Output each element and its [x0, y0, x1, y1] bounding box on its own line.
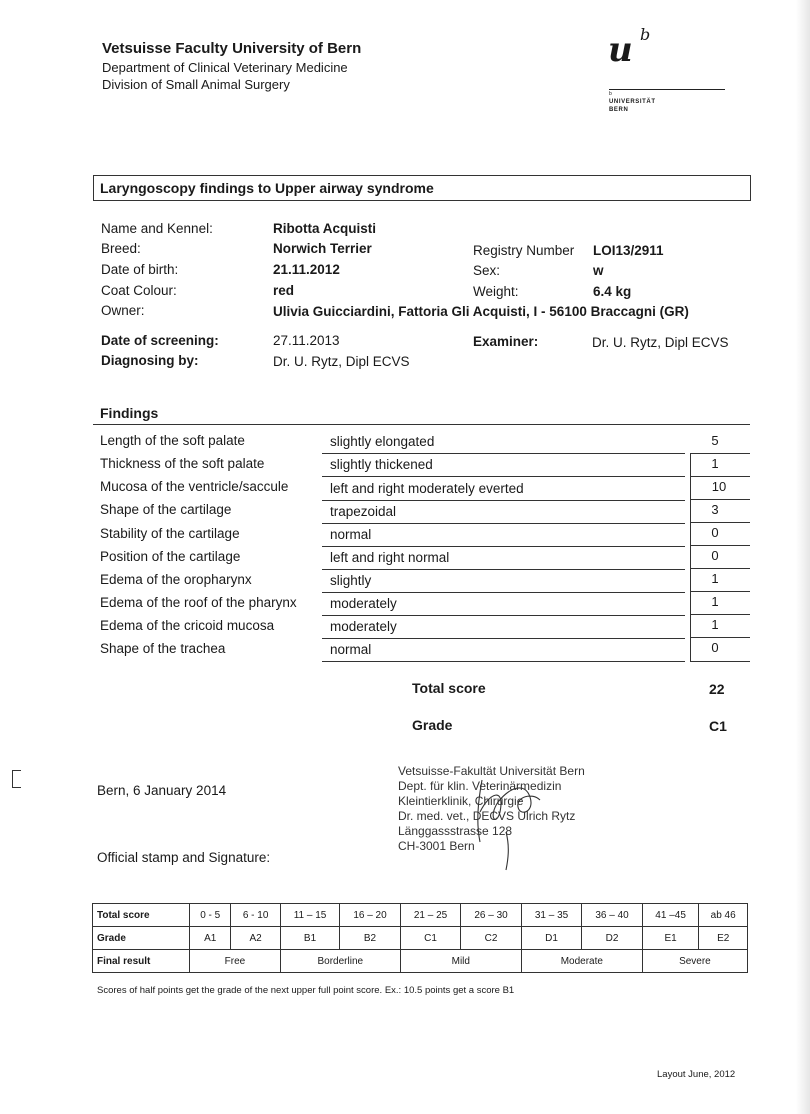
logo-text-universitat: UNIVERSITÄT: [609, 99, 656, 105]
grade-value: C1: [709, 718, 727, 734]
finding-score-rule: [690, 614, 750, 615]
score-range-cell: 36 – 40: [582, 904, 643, 927]
stamp-line: Dr. med. vet., DECVS Ulrich Rytz: [398, 809, 576, 823]
table-row: [93, 904, 748, 927]
stamp-signature-label: Official stamp and Signature:: [97, 850, 271, 865]
weight-value: 6.4 kg: [593, 284, 632, 299]
finding-value-rule: [322, 500, 685, 501]
finding-value-rule: [322, 661, 685, 662]
table-row: [93, 950, 748, 973]
stamp-line: Kleintierklinik, Chirurgie: [398, 794, 524, 808]
finding-label: Shape of the trachea: [100, 641, 226, 656]
diagnosing-value: Dr. U. Rytz, Dipl ECVS: [273, 354, 410, 369]
score-range-cell: ab 46: [699, 904, 748, 927]
name-value: Ribotta Acquisti: [273, 221, 376, 236]
division-name: Division of Small Animal Surgery: [102, 77, 290, 92]
finding-value: normal: [330, 642, 372, 657]
findings-heading: Findings: [100, 405, 159, 421]
finding-value-rule: [322, 569, 685, 570]
finding-score-rule: [690, 661, 750, 662]
dob-value: 21.11.2012: [273, 262, 340, 277]
score-range-cell: 21 – 25: [400, 904, 461, 927]
grade-cell: B1: [280, 927, 339, 950]
finding-value-rule: [322, 638, 685, 639]
score-range-cell: 11 – 15: [280, 904, 339, 927]
title-box: [93, 175, 751, 201]
document-title: Laryngoscopy findings to Upper airway syndrome: [100, 180, 434, 196]
registry-label: Registry Number: [473, 243, 575, 258]
coat-value: red: [273, 283, 295, 298]
finding-value: left and right moderately everted: [330, 481, 524, 496]
finding-label: Position of the cartilage: [100, 549, 241, 564]
dob-label: Date of birth:: [101, 262, 179, 277]
finding-score: 0: [711, 548, 719, 563]
grade-cell: D1: [521, 927, 582, 950]
finding-score-rule: [690, 591, 750, 592]
grade-cell: A2: [231, 927, 280, 950]
examiner-value: Dr. U. Rytz, Dipl ECVS: [592, 335, 729, 350]
finding-value: moderately: [330, 619, 397, 634]
score-range-cell: 6 - 10: [231, 904, 280, 927]
grade-cell: C1: [400, 927, 461, 950]
finding-score: 1: [711, 594, 719, 609]
finding-score: 1: [711, 571, 719, 586]
finding-score-rule: [690, 453, 750, 454]
name-label: Name and Kennel:: [101, 221, 213, 236]
findings-heading-rule: [93, 424, 750, 425]
screening-date-label: Date of screening:: [101, 333, 219, 348]
score-range-cell: 26 – 30: [461, 904, 522, 927]
logo-rule: [609, 89, 725, 90]
finding-value-rule: [322, 615, 685, 616]
finding-score: 10: [711, 479, 727, 494]
finding-value: moderately: [330, 596, 397, 611]
finding-label: Stability of the cartilage: [100, 526, 240, 541]
grade-cell: C2: [461, 927, 522, 950]
finding-score: 0: [711, 640, 719, 655]
handwritten-signature: [470, 772, 560, 872]
table-row-label: Grade: [93, 927, 190, 950]
diagnosing-label: Diagnosing by:: [101, 353, 199, 368]
examiner-label: Examiner:: [473, 334, 539, 349]
finding-label: Mucosa of the ventricle/saccule: [100, 479, 289, 494]
stamp-line: CH-3001 Bern: [398, 839, 475, 853]
finding-label: Shape of the cartilage: [100, 502, 232, 517]
footnote: Scores of half points get the grade of the next upper full point score. Ex.: 10.5 points get a score B1: [97, 985, 515, 996]
sex-value: w: [593, 263, 604, 278]
stamp-line: Dept. für klin. Veterinärmedizin: [398, 779, 562, 793]
logo-text-bern: BERN: [609, 107, 629, 113]
finding-value: normal: [330, 527, 372, 542]
finding-value-rule: [322, 592, 685, 593]
sex-label: Sex:: [473, 263, 501, 278]
finding-score-rule: [690, 476, 750, 477]
grade-cell: A1: [190, 927, 231, 950]
owner-label: Owner:: [101, 303, 145, 318]
breed-label: Breed:: [101, 241, 141, 256]
finding-value: slightly elongated: [330, 434, 435, 449]
weight-label: Weight:: [473, 284, 519, 299]
finding-score-rule: [690, 499, 750, 500]
score-range-cell: 0 - 5: [190, 904, 231, 927]
grade-cell: E2: [699, 927, 748, 950]
finding-score: 1: [711, 456, 719, 471]
table-row: [93, 927, 748, 950]
finding-value-rule: [322, 453, 685, 454]
logo-small-b: b: [609, 91, 612, 97]
grade-label: Grade: [412, 717, 453, 733]
finding-label: Edema of the roof of the pharynx: [100, 595, 297, 610]
logo-superscript: b: [640, 25, 651, 44]
grade-cell: E1: [642, 927, 699, 950]
page-edge-shadow: [796, 0, 810, 1114]
punch-mark: [12, 770, 21, 788]
finding-score: 3: [711, 502, 719, 517]
logo-letter: u: [608, 30, 633, 70]
coat-label: Coat Colour:: [101, 283, 177, 298]
finding-value-rule: [322, 523, 685, 524]
finding-value: slightly: [330, 573, 372, 588]
stamp-line: Länggassstrasse 128: [398, 824, 513, 838]
score-range-cell: 41 –45: [642, 904, 699, 927]
finding-score: 0: [711, 525, 719, 540]
screening-date-value: 27.11.2013: [273, 333, 340, 348]
total-score-value: 22: [709, 681, 725, 697]
result-cell: Free: [190, 950, 281, 973]
finding-value: slightly thickened: [330, 457, 433, 472]
result-cell: Mild: [400, 950, 521, 973]
finding-score-rule: [690, 568, 750, 569]
grade-cell: D2: [582, 927, 643, 950]
finding-score-rule: [690, 522, 750, 523]
breed-value: Norwich Terrier: [273, 241, 372, 256]
finding-label: Thickness of the soft palate: [100, 456, 265, 471]
result-cell: Borderline: [280, 950, 400, 973]
layout-note: Layout June, 2012: [657, 1069, 736, 1080]
finding-value-rule: [322, 546, 685, 547]
department-name: Department of Clinical Veterinary Medicine: [102, 60, 348, 75]
finding-label: Edema of the oropharynx: [100, 572, 252, 587]
finding-value: left and right normal: [330, 550, 450, 565]
result-cell: Severe: [642, 950, 747, 973]
finding-value-rule: [322, 476, 685, 477]
table-row-label: Total score: [93, 904, 190, 927]
finding-score: 1: [711, 617, 719, 632]
finding-label: Length of the soft palate: [100, 433, 245, 448]
result-cell: Moderate: [521, 950, 642, 973]
finding-label: Edema of the cricoid mucosa: [100, 618, 275, 633]
stamp-line: Vetsuisse-Fakultät Universität Bern: [398, 764, 585, 778]
institution-name: Vetsuisse Faculty University of Bern: [102, 40, 362, 57]
score-column-rule: [690, 453, 691, 661]
finding-value: trapezoidal: [330, 504, 397, 519]
table-row-label: Final result: [93, 950, 190, 973]
owner-value: Ulivia Guicciardini, Fattoria Gli Acquisti, I - 56100 Braccagni (GR): [273, 304, 689, 319]
place-date: Bern, 6 January 2014: [97, 783, 227, 798]
score-range-cell: 16 – 20: [340, 904, 401, 927]
registry-value: LOI13/2911: [593, 243, 664, 258]
total-score-label: Total score: [412, 680, 486, 696]
finding-score-rule: [690, 637, 750, 638]
score-range-cell: 31 – 35: [521, 904, 582, 927]
finding-score: 5: [711, 433, 719, 448]
finding-score-rule: [690, 545, 750, 546]
grade-cell: B2: [340, 927, 401, 950]
grade-table: [92, 903, 748, 973]
